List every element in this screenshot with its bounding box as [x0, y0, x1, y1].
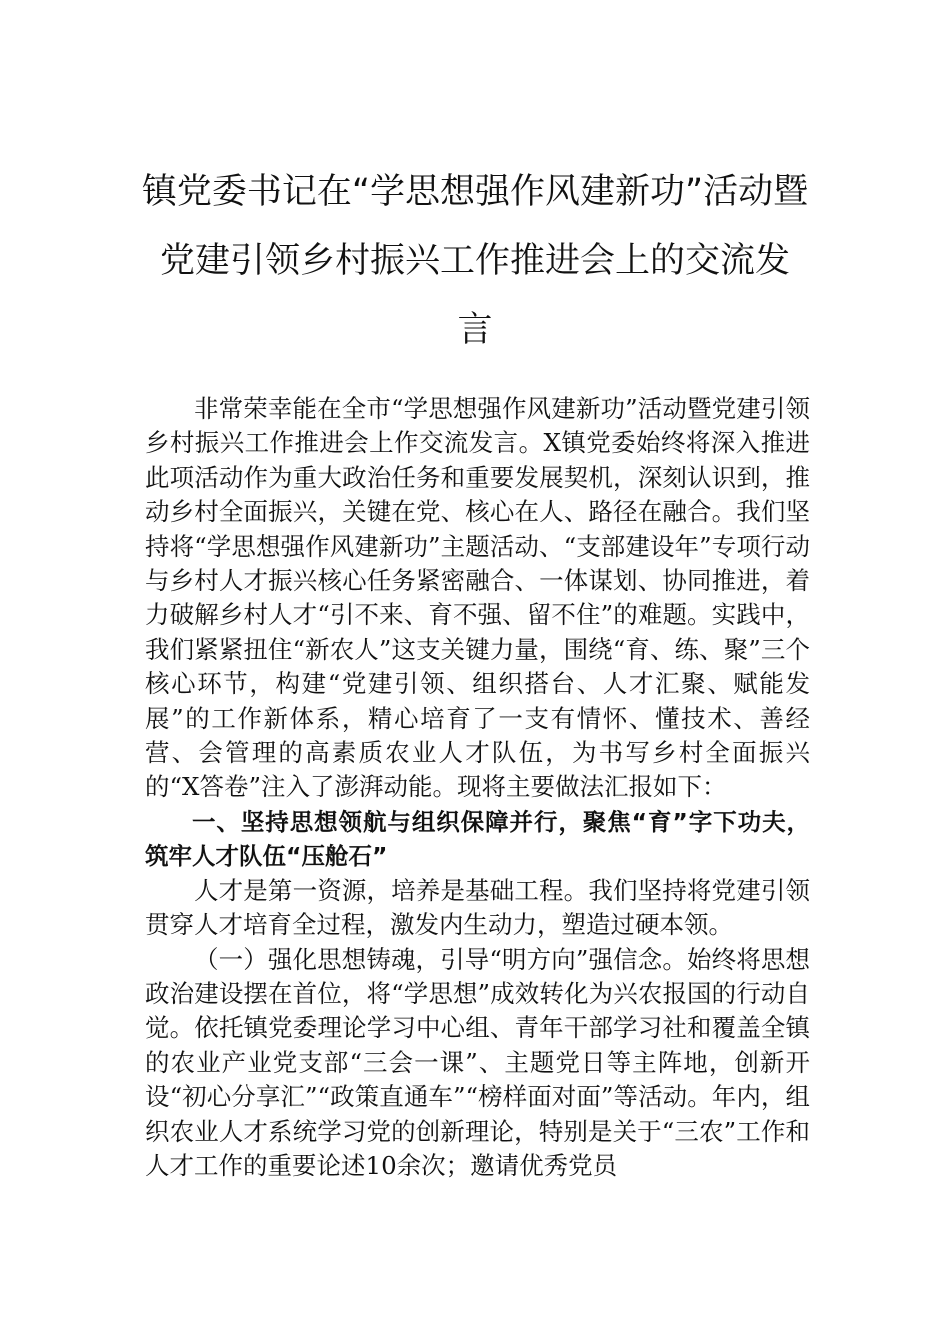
- title-line-1: 镇党委书记在“学思想强作风建新功”活动暨: [141, 172, 809, 212]
- document-body: [145, 392, 810, 1183]
- subsection-1-paragraph: （一）强化思想铸魂，引导“明方向”强信念。始终将思想政治建设摆在首位，将“学思想”成效转化为兴农报国的行动自觉。依托镇党委理论学习中心组、青年干部学习社和覆盖全镇的农业产业党支部“三会一课”、主题党日等主阵地，创新开设“初心分享汇”“政策直通车”“榜样面对面”等活动。年内，组织农业人才系统学习党的创新理论，特别是关于“三农”工作和人才工作的重要论述10余次；邀请优秀党员: [145, 944, 810, 1180]
- title-line-3: 言: [457, 310, 493, 350]
- section-heading-1: 一、坚持思想领航与组织保障并行，聚焦“育”字下功夫，筑牢人才队伍“压舱石”: [145, 807, 810, 871]
- title-line-2: 党建引领乡村振兴工作推进会上的交流发: [159, 241, 790, 281]
- section-1-paragraph: 人才是第一资源，培养是基础工程。我们坚持将党建引领贯穿人才培育全过程，激发内生动力，塑造过硬本领。: [145, 875, 810, 940]
- document-title: [140, 158, 810, 365]
- intro-paragraph: 非常荣幸能在全市“学思想强作风建新功”活动暨党建引领乡村振兴工作推进会上作交流发言。X镇党委始终将深入推进此项活动作为重大政治任务和重要发展契机，深刻认识到，推动乡村全面振兴，关键在党、核心在人、路径在融合。我们坚持将“学思想强作风建新功”主题活动、“支部建设年”专项行动与乡村人才振兴核心任务紧密融合、一体谋划、协同推进，着力破解乡村人才“引不来、育不强、留不住”的难题。实践中，我们紧紧扭住“新农人”这支关键力量，围绕“育、练、聚”三个核心环节，构建“党建引领、组织搭台、人才汇聚、赋能发展”的工作新体系，精心培育了一支有情怀、懂技术、善经营、会管理的高素质农业人才队伍，为书写乡村全面振兴的“X答卷”注入了澎湃动能。现将主要做法汇报如下：: [145, 394, 810, 802]
